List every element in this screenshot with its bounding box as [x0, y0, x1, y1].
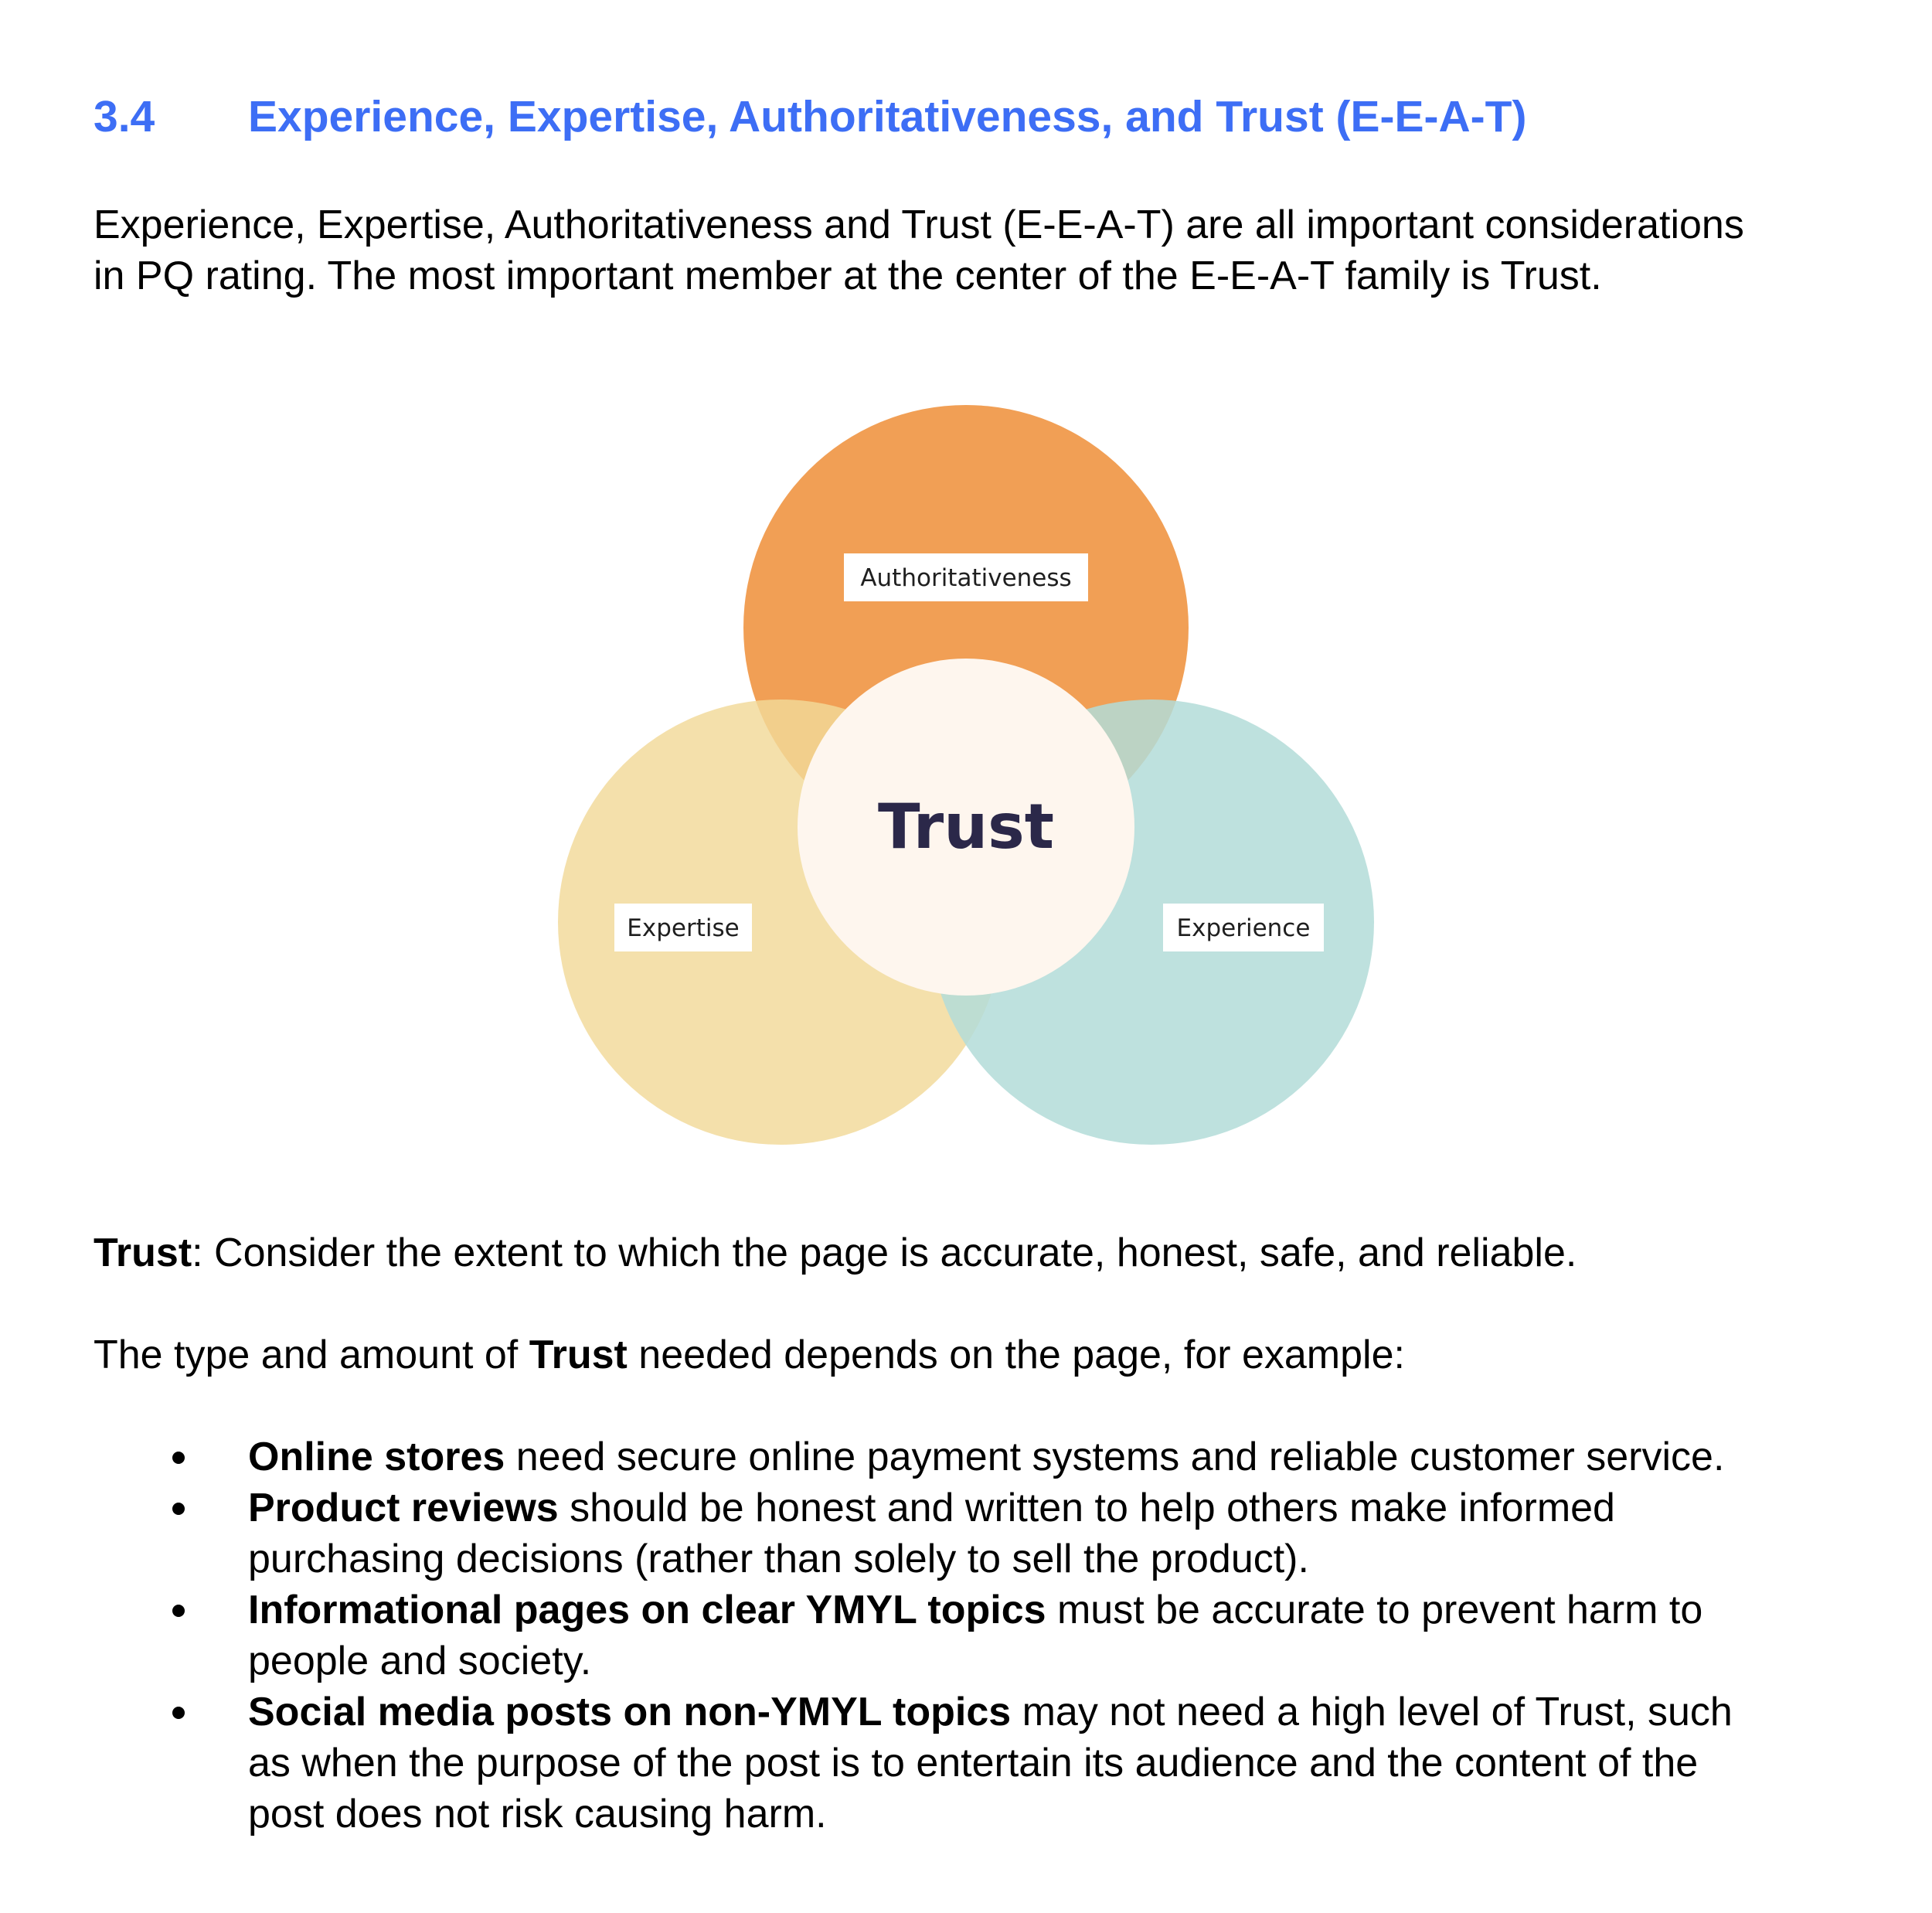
trust-need-after: needed depends on the page, for example: — [627, 1333, 1405, 1377]
intro-line-2: in PQ rating. The most important member at the center of the E-E-A-T family is Trust. — [94, 254, 1602, 298]
trust-examples-list — [94, 1431, 1871, 1840]
eeat-venn-svg — [541, 386, 1391, 1159]
trust-center-label: Trust — [877, 791, 1055, 863]
list-item-text: may not need a high level of Trust, such — [1011, 1690, 1733, 1734]
section-heading — [94, 90, 1526, 144]
authoritativeness-label-text: Authoritativeness — [860, 564, 1072, 592]
bullet-dot — [172, 1707, 185, 1719]
list-item-term: Product reviews — [248, 1486, 559, 1530]
list-item-term: Informational pages on clear YMYL topics — [248, 1588, 1046, 1632]
section-title: Experience, Expertise, Authoritativeness, and Trust (E-E-A-T) — [248, 92, 1527, 141]
list-item — [94, 1431, 1871, 1482]
intro-paragraph — [94, 199, 1744, 301]
trust-definition-text: : Consider the extent to which the page is accurate, honest, safe, and reliable. — [192, 1231, 1577, 1275]
list-item-term: Social media posts on non-YMYL topics — [248, 1690, 1012, 1734]
authoritativeness-label — [844, 553, 1088, 601]
section-number: 3.4 — [94, 92, 155, 141]
list-item-line: as when the purpose of the post is to entertain its audience and the content of the — [248, 1741, 1699, 1785]
bullet-dot — [172, 1503, 185, 1515]
list-item-text: should be honest and written to help others make informed — [558, 1486, 1615, 1530]
bullet-dot — [172, 1605, 185, 1617]
eeat-venn-diagram — [541, 386, 1391, 1159]
list-item-text: need secure online payment systems and reliable customer service. — [505, 1435, 1725, 1479]
list-item-line: purchasing decisions (rather than solely to sell the product). — [248, 1537, 1309, 1581]
list-item-line: people and society. — [248, 1639, 592, 1683]
list-item-line — [248, 1431, 1871, 1482]
list-item-line — [248, 1687, 1871, 1738]
trust-need-before: The type and amount of — [94, 1333, 529, 1377]
experience-label — [1163, 904, 1324, 951]
trust-definition — [94, 1227, 1577, 1278]
list-item-text: must be accurate to prevent harm to — [1046, 1588, 1703, 1632]
trust-need-term: Trust — [529, 1333, 628, 1377]
expertise-label-text: Expertise — [627, 914, 740, 942]
trust-need-paragraph — [94, 1329, 1405, 1380]
list-item — [94, 1687, 1871, 1840]
list-item-line: post does not risk causing harm. — [248, 1792, 827, 1836]
list-item-line — [248, 1585, 1871, 1636]
intro-line-1: Experience, Expertise, Authoritativeness and Trust (E-E-A-T) are all important considerations — [94, 203, 1744, 247]
list-item — [94, 1585, 1871, 1687]
experience-label-text: Experience — [1176, 914, 1311, 942]
list-item-term: Online stores — [248, 1435, 505, 1479]
expertise-label — [614, 904, 752, 951]
trust-definition-term: Trust — [94, 1231, 192, 1275]
bullet-dot — [172, 1452, 185, 1464]
list-item — [94, 1482, 1871, 1585]
list-item-line — [248, 1482, 1871, 1533]
